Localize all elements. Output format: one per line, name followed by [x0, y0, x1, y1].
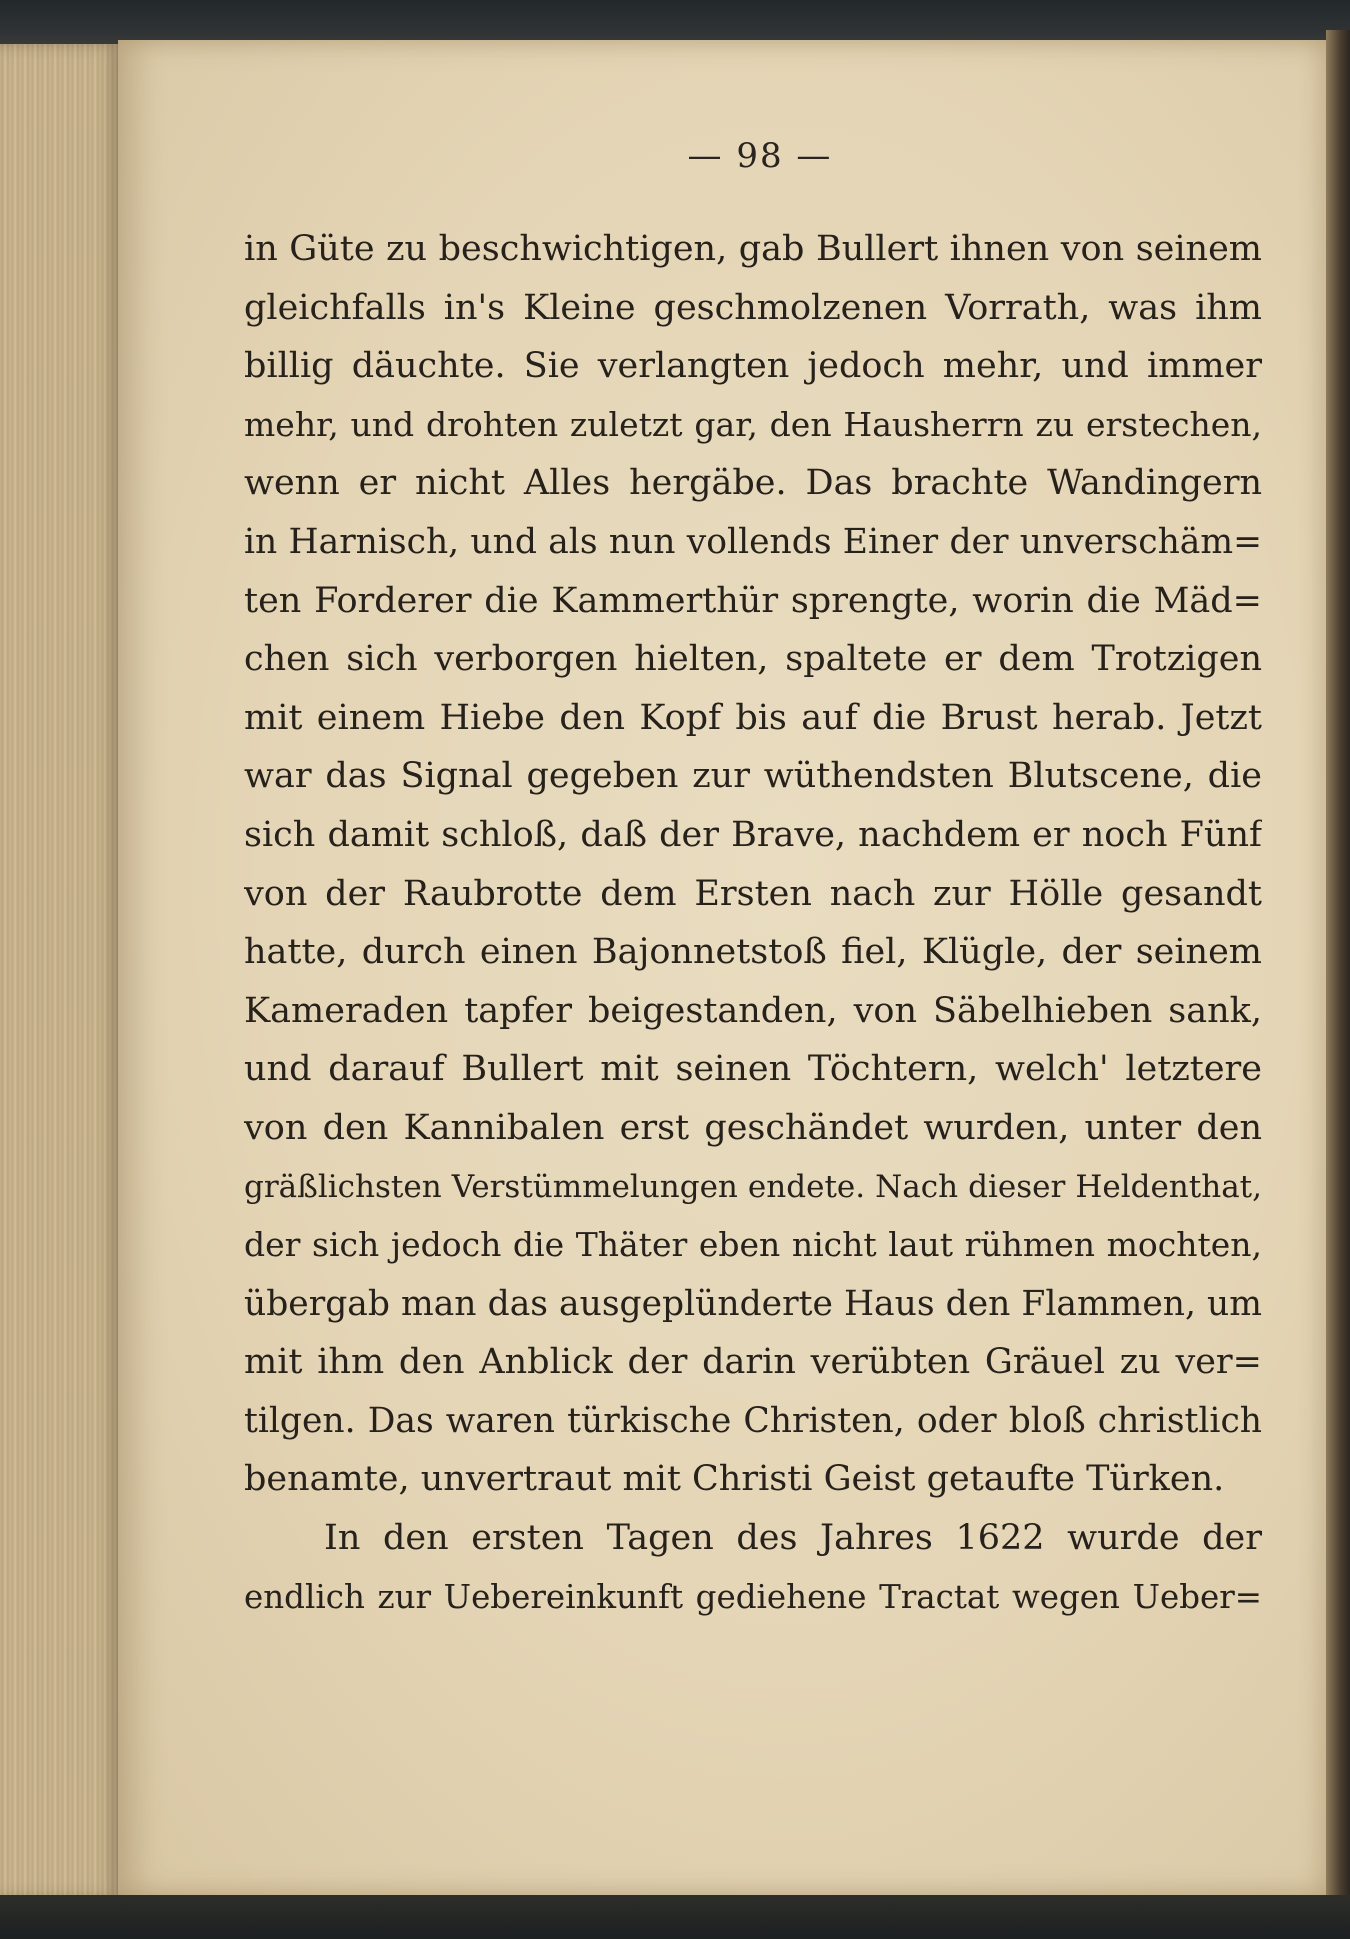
- text-line: in Harnisch, und als nun vollends Einer der unverschäm=: [244, 521, 1262, 562]
- text-line: gleichfalls in's Kleine geschmolzenen Vorrath, was ihm: [244, 287, 1262, 328]
- text-line: billig däuchte. Sie verlangten jedoch mehr, und immer: [244, 346, 1262, 387]
- page-stack-edge: [0, 44, 122, 1898]
- paragraph: [244, 220, 1262, 1509]
- text-line: tilgen. Das waren türkische Christen, oder bloß christlich: [244, 1400, 1262, 1441]
- text-line: war das Signal gegeben zur wüthendsten Blutscene, die: [244, 756, 1262, 797]
- text-line: ten Forderer die Kammerthür sprengte, worin die Mäd=: [244, 580, 1262, 621]
- text-line: hatte, durch einen Bajonnetstoß fiel, Klügle, der seinem: [244, 932, 1262, 973]
- page-number: — 98 —: [687, 136, 833, 176]
- text-line: mit ihm den Anblick der darin verübten Gräuel zu ver=: [244, 1342, 1262, 1383]
- text-line: wenn er nicht Alles hergäbe. Das brachte Wandingern: [244, 463, 1262, 504]
- text-line: von der Raubrotte dem Ersten nach zur Hölle gesandt: [244, 873, 1262, 914]
- text-line: übergab man das ausgeplünderte Haus den Flammen, um: [244, 1283, 1262, 1324]
- text-line: chen sich verborgen hielten, spaltete er dem Trotzigen: [244, 639, 1262, 680]
- text-line: von den Kannibalen erst geschändet wurden, unter den: [244, 1107, 1262, 1148]
- book-bottom-edge: [0, 1895, 1350, 1939]
- text-line: der sich jedoch die Thäter eben nicht laut rühmen mochten,: [244, 1225, 1262, 1265]
- text-line: endlich zur Uebereinkunft gediehene Tractat wegen Ueber=: [244, 1577, 1262, 1616]
- text-line: In den ersten Tagen des Jahres 1622 wurde der: [324, 1518, 1262, 1559]
- text-line: gräßlichsten Verstümmelungen endete. Nach dieser Heldenthat,: [244, 1168, 1262, 1205]
- text-line: mit einem Hiebe den Kopf bis auf die Brust herab. Jetzt: [244, 697, 1262, 738]
- paragraph: [244, 1509, 1262, 1626]
- text-line: Kameraden tapfer beigestanden, von Säbelhieben sank,: [244, 990, 1262, 1031]
- text-line: benamte, unvertraut mit Christi Geist getaufte Türken.: [244, 1459, 1225, 1500]
- text-line: in Güte zu beschwichtigen, gab Bullert ihnen von seinem: [244, 229, 1262, 269]
- text-line: und darauf Bullert mit seinen Töchtern, welch' letztere: [244, 1049, 1262, 1090]
- text-line: mehr, und drohten zuletzt gar, den Hausherrn zu erstechen,: [244, 404, 1262, 444]
- book-right-edge: [1326, 30, 1350, 1900]
- text-line: sich damit schloß, daß der Brave, nachdem er noch Fünf: [244, 814, 1262, 855]
- body-text: [244, 220, 1262, 1626]
